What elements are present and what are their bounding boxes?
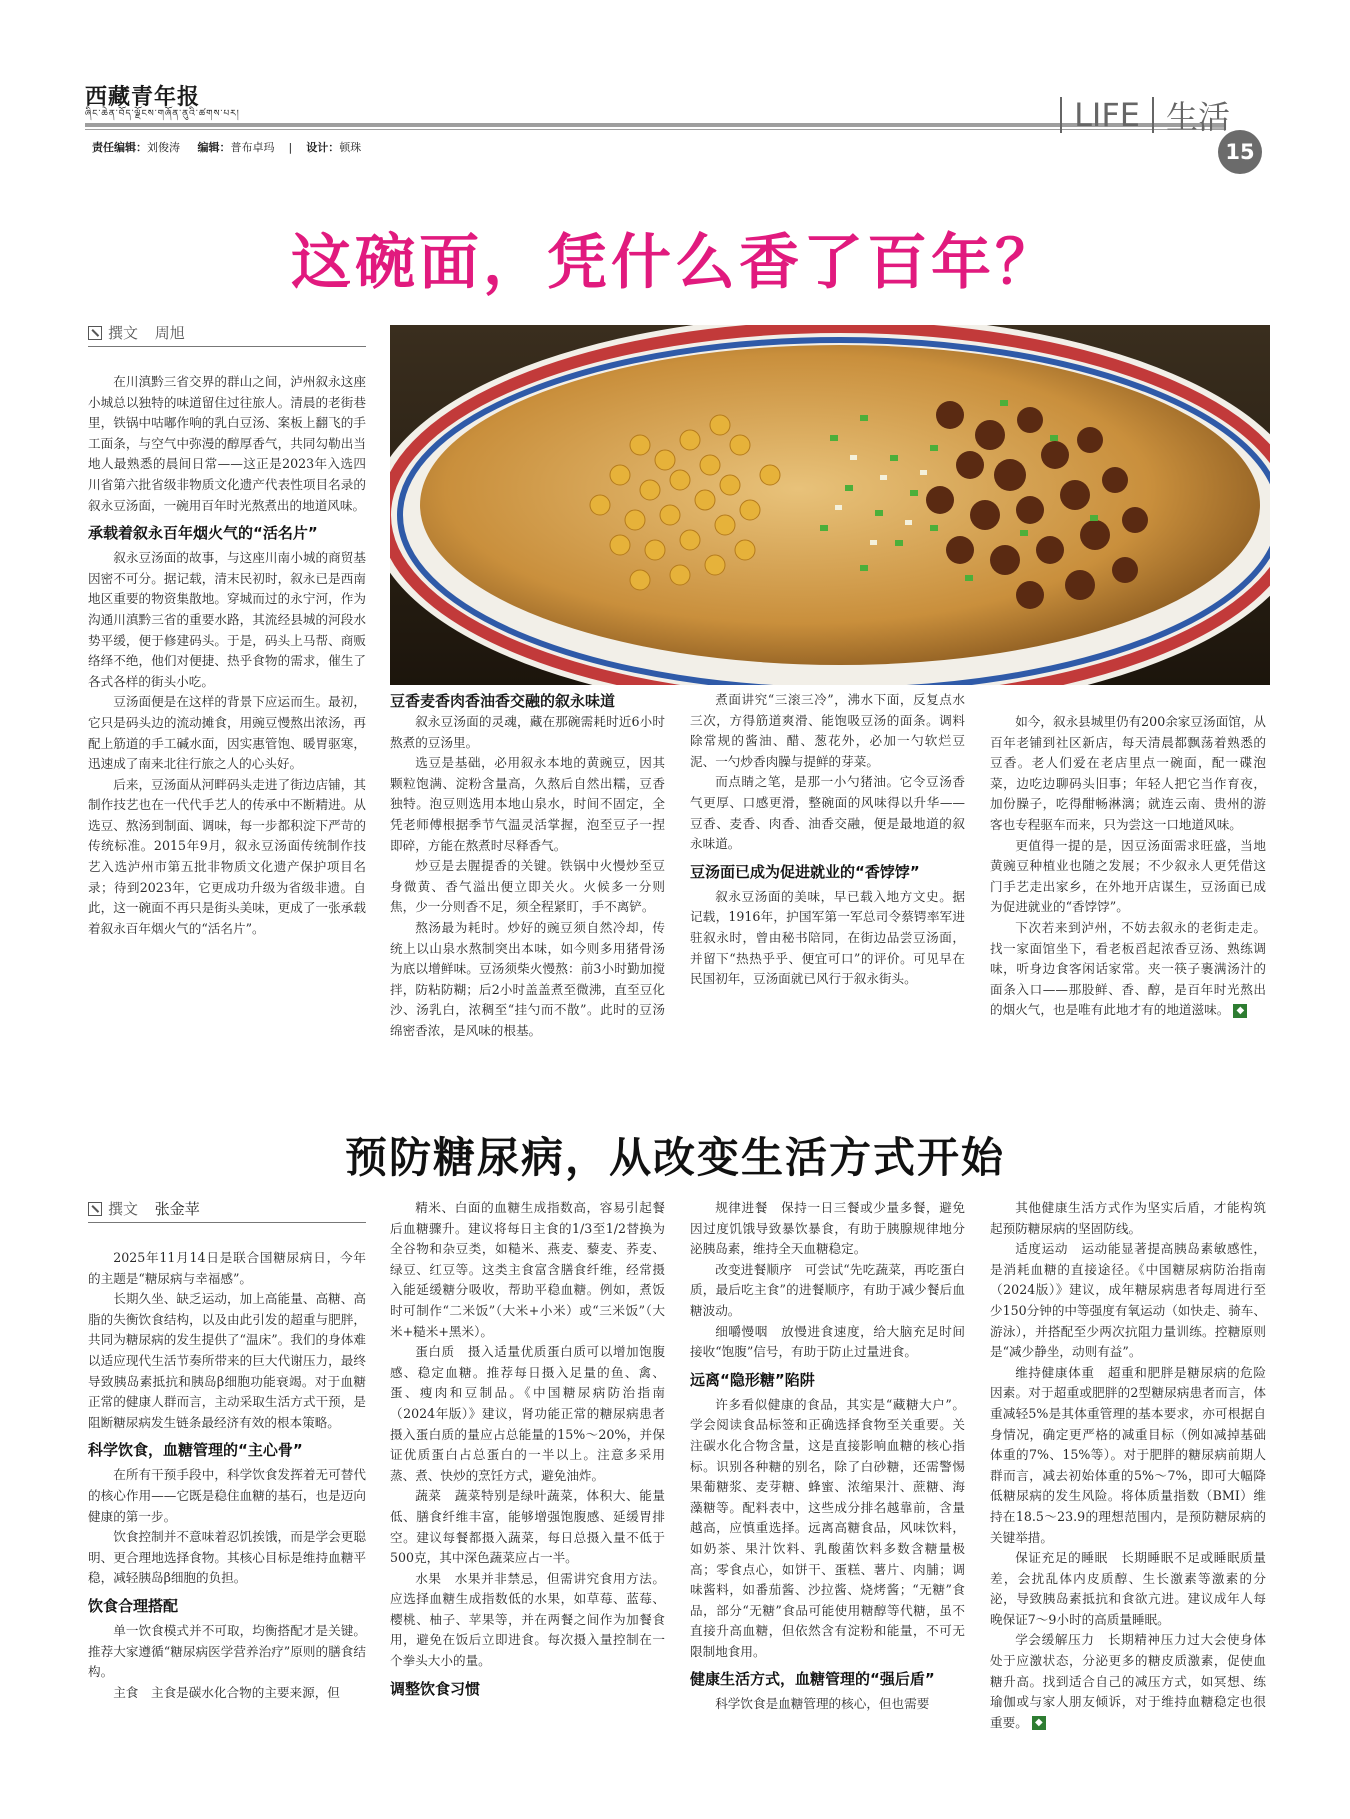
paragraph: 细嚼慢咽 放慢进食速度，给大脑充足时间接收“饱腹”信号，有助于防止过量进食。 [690, 1323, 965, 1360]
end-mark-icon: ◆ [1032, 1716, 1046, 1730]
article2-col2 [390, 1198, 665, 1704]
article1-headline: 这碗面，凭什么香了百年？ [291, 228, 1059, 298]
section-heading: 调整饮食习惯 [390, 1679, 481, 1698]
byline-rule [88, 1222, 366, 1223]
paragraph: 长期久坐、缺乏运动，加上高能量、高糖、高脂的失衡饮食结构，以及由此引发的超重与肥胖，共同为糖尿病的发生提供了“温床”。我们的身体难以适应现代生活节奏所带来的巨大代谢压力，最终导致胰岛素抵抗和胰岛β细胞功能衰竭。对于血糖正常的健康人群而言，主动采取生活方式干预，是阻断糖尿病发生链条最经济有效的根本策略。 [88, 1291, 366, 1430]
paragraph: 豆汤面便是在这样的背景下应运而生。最初，它只是码头边的流动摊食，用豌豆慢熬出浓汤，再配上筋道的手工碱水面，因实惠管饱、暖胃驱寒，迅速成了南来北往行旅之人的心头好。 [88, 694, 366, 772]
section-zh: 生活 [1165, 98, 1230, 136]
header-rule [85, 123, 1225, 127]
article2-col1 [88, 1248, 366, 1703]
section-label [1060, 92, 1230, 138]
header-rule-thin [85, 129, 1225, 130]
page-number: 15 [1218, 130, 1262, 174]
paragraph: 叙永豆汤面的故事，与这座川南小城的商贸基因密不可分。据记载，清末民初时，叙永已是西南地区重要的物资集散地。穿城而过的永宁河，作为沟通川滇黔三省的重要水路，其流经县城的河段水势平缓，便于修建码头。于是，码头上马帮、商贩络绎不绝，他们对便捷、热乎食物的需求，催生了各式各样的街头小吃。 [88, 550, 366, 689]
section-heading: 健康生活方式，血糖管理的“强后盾” [690, 1670, 935, 1689]
paragraph: 其他健康生活方式作为坚实后盾，才能构筑起预防糖尿病的坚固防线。 [990, 1200, 1266, 1236]
paragraph: 水果 水果并非禁忌，但需讲究食用方法。应选择血糖生成指数低的水果，如草莓、蓝莓、樱桃、柚子、苹果等，并在两餐之间作为加餐食用，避免在饭后立即进食。每次摄入量控制在一个拳头大小的量。 [390, 1570, 665, 1669]
paragraph: 炒豆是去腥提香的关键。铁锅中火慢炒至豆身微黄、香气溢出便立即关火。火候多一分则焦，少一分则香不足，须全程紧盯，手不离铲。 [390, 858, 665, 915]
end-mark-icon: ◆ [1233, 1004, 1247, 1018]
pen-icon [88, 1202, 102, 1216]
article1-col4 [990, 712, 1266, 1021]
paragraph: 单一饮食模式并不可取，均衡搭配才是关键。推荐大家遵循“糖尿病医学营养治疗”原则的膳食结构。 [88, 1622, 366, 1680]
paragraph: 叙永豆汤面的美味，早已载入地方文史。据记载，1916年，护国军第一军总司令蔡锷率军进驻叙永时，曾由秘书陪同，在街边品尝豆汤面，并留下“热热乎乎、便宜可口”的评价。可见早在民国初年，豆汤面就已风行于叙永街头。 [690, 888, 965, 987]
section-heading: 远离“隐形糖”陷阱 [690, 1370, 815, 1389]
paragraph: 规律进餐 保持一日三餐或少量多餐，避免因过度饥饿导致暴饮暴食，有助于胰腺规律地分泌胰岛素，维持全天血糖稳定。 [690, 1200, 965, 1257]
section-heading: 饮食合理搭配 [88, 1596, 179, 1615]
editor-credits: 责任编辑：刘俊涛 编辑：普布卓玛 | 设计：顿珠 [92, 141, 362, 154]
article1-byline: 撰文 周旭 [88, 322, 185, 343]
article2-col3 [690, 1198, 965, 1715]
noodle-photo [390, 325, 1270, 685]
masthead-subtitle: ཞིང་ཆེན་བོད་ལྗོངས་གཞོན་ནུའི་ཚགས་པར། [85, 109, 240, 119]
paragraph: 在川滇黔三省交界的群山之间，泸州叙永这座小城总以独特的味道留住过往旅人。清晨的老街巷里，铁锅中咕嘟作响的乳白豆汤、案板上翻飞的手工面条，与空气中弥漫的醇厚香气，共同勾勒出当地人最熟悉的晨间日常——这正是2023年入选四川省第六批省级非物质文化遗产代表性项目名录的叙永豆汤面，一碗用百年时光熬煮出的地道风味。 [88, 374, 366, 513]
article1-col3 [690, 690, 965, 990]
article2-headline: 预防糖尿病，从改变生活方式开始 [344, 1133, 1005, 1182]
paragraph: 科学饮食是血糖管理的核心，但也需要 [715, 1696, 930, 1712]
paragraph: 后来，豆汤面从河畔码头走进了街边店铺，其制作技艺也在一代代手艺人的传承中不断精进。从选豆、熬汤到制面、调味，每一步都积淀下严苛的传统标准。2015年9月，叙永豆汤面传统制作技艺入选泸州市第五批非物质文化遗产保护项目名录；待到2023年，它更成功升级为省级非遗。自此，这一碗面不再只是街头美味，更成了一张承载着叙永百年烟火气的“活名片”。 [88, 776, 366, 936]
pen-icon [88, 326, 102, 340]
paragraph: 精米、白面的血糖生成指数高，容易引起餐后血糖骤升。建议将每日主食的1/3至1/2替换为全谷物和杂豆类，如糙米、燕麦、藜麦、荞麦、绿豆、红豆等。这类主食富含膳食纤维，经常摄入能延缓糖分吸收，帮助平稳血糖。例如，煮饭时可制作“二米饭”（大米+小米）或“三米饭”（大米+糙米+黑米）。 [390, 1200, 665, 1339]
paragraph: 而点睛之笔，是那一小勺猪油。它令豆汤香气更厚、口感更滑，整碗面的风味得以升华——豆香、麦香、肉香、油香交融，便是最地道的叙永味道。 [690, 774, 965, 852]
article1-col1 [88, 372, 366, 939]
paragraph: 改变进餐顺序 可尝试“先吃蔬菜，再吃蛋白质，最后吃主食”的进餐顺序，有助于减少餐后血糖波动。 [690, 1261, 965, 1318]
photo-caption: 豆香麦香肉香油香交融的叙永味道 [390, 692, 616, 710]
section-heading: 承载着叙永百年烟火气的“活名片” [88, 524, 318, 543]
byline-rule [88, 346, 366, 347]
paragraph: 保证充足的睡眠 长期睡眠不足或睡眠质量差，会扰乱体内皮质醇、生长激素等激素的分泌，导致胰岛素抵抗和食欲亢进。建议成年人每晚保证7～9小时的高质量睡眠。 [990, 1550, 1266, 1627]
article2-byline: 撰文 张金苹 [88, 1198, 200, 1219]
section-heading: 科学饮食，血糖管理的“主心骨” [88, 1441, 303, 1460]
article1-col2 [390, 712, 665, 1042]
paragraph: 更值得一提的是，因豆汤面需求旺盛，当地黄豌豆种植业也随之发展；不少叙永人更凭借这门手艺走出家乡，在外地开店谋生，豆汤面已成为促进就业的“香饽饽”。 [990, 837, 1266, 915]
paragraph: 选豆是基础，必用叙永本地的黄豌豆，因其颗粒饱满、淀粉含量高，久熬后自然出糯，豆香独特。泡豆则选用本地山泉水，时间不固定，全凭老师傅根据季节气温灵活掌握，泡至豆子一捏即碎，方能在熬煮时尽释香气。 [390, 755, 665, 853]
paragraph: 煮面讲究“三滚三冷”，沸水下面，反复点水三次，方得筋道爽滑、能饱吸豆汤的面条。调料除常规的酱油、醋、葱花外，必加一勺软烂豆泥、一勺炒香肉臊与提鲜的芽菜。 [690, 692, 965, 769]
masthead-title: 西藏青年报 [85, 84, 201, 110]
paragraph: 维持健康体重 超重和肥胖是糖尿病的危险因素。对于超重或肥胖的2型糖尿病患者而言，体重减轻5%是其体重管理的基本要求，亦可根据自身情况，确定更严格的减重目标（例如减掉基础体重的7%、15%等）。对于肥胖的糖尿病前期人群而言，减去初始体重的5%～7%，即可大幅降低糖尿病的发生风险。将体质量指数（BMI）维持在18.5～23.9的理想范围内，是预防糖尿病的关键举措。 [990, 1364, 1266, 1545]
paragraph: 在所有干预手段中，科学饮食发挥着无可替代的核心作用——它既是稳住血糖的基石，也是迈向健康的第一步。 [88, 1467, 366, 1524]
article2-col4 [990, 1198, 1266, 1733]
paragraph: 主食 主食是碳水化合物的主要来源，但 [113, 1684, 340, 1700]
paragraph: 学会缓解压力 长期精神压力过大会使身体处于应激状态，分泌更多的糖皮质激素，促使血糖升高。找到适合自己的减压方式，如冥想、练瑜伽或与家人朋友倾诉，对于维持血糖稳定也很重要。 ◆ [990, 1632, 1266, 1730]
section-en: LIFE [1074, 96, 1140, 134]
paragraph: 蛋白质 摄入适量优质蛋白质可以增加饱腹感、稳定血糖。推荐每日摄入足量的鱼、禽、蛋、瘦肉和豆制品。《中国糖尿病防治指南（2024年版）》建议，肾功能正常的糖尿病患者摄入蛋白质的量应占总能量的15%～20%，并保证优质蛋白占总蛋白的一半以上。注意多采用蒸、煮、快炒的烹饪方式，避免油炸。 [390, 1344, 665, 1483]
paragraph: 蔬菜 蔬菜特别是绿叶蔬菜，体积大、能量低、膳食纤维丰富，能够增强饱腹感、延缓胃排空。建议每餐都摄入蔬菜，每日总摄入量不低于500克，其中深色蔬菜应占一半。 [390, 1488, 665, 1566]
paragraph: 适度运动 运动能显著提高胰岛素敏感性，是消耗血糖的直接途径。《中国糖尿病防治指南（2024版）》建议，成年糖尿病患者每周进行至少150分钟的中等强度有氧运动（如快走、骑车、游泳），并搭配至少两次抗阻力量训练。控糖原则是“减少静坐，动则有益”。 [990, 1241, 1266, 1360]
paragraph: 饮食控制并不意味着忍饥挨饿，而是学会更聪明、更合理地选择食物。其核心目标是维持血糖平稳，减轻胰岛β细胞的负担。 [88, 1529, 366, 1586]
paragraph: 叙永豆汤面的灵魂，藏在那碗需耗时近6小时熬煮的豆汤里。 [390, 714, 665, 750]
paragraph: 熬汤最为耗时。炒好的豌豆须自然冷却，传统上以山泉水熬制突出本味，如今则多用猪骨汤为底以增鲜味。豆汤须柴火慢熬：前3小时勤加搅拌，防粘防糊；后2小时盖盖煮至微沸，直至豆化沙、汤乳白，浓稠至“挂勺而不散”。此时的豆汤绵密香浓，是风味的根基。 [390, 919, 665, 1038]
paragraph: 2025年11月14日是联合国糖尿病日，今年的主题是“糖尿病与幸福感”。 [88, 1250, 366, 1286]
paragraph: 许多看似健康的食品，其实是“藏糖大户”。学会阅读食品标签和正确选择食物至关重要。关注碳水化合物含量，这是直接影响血糖的核心指标。识别各种糖的别名，除了白砂糖，还需警惕果葡糖浆、麦芽糖、蜂蜜、浓缩果汁、蔗糖、海藻糖等。配料表中，这些成分排名越靠前，含量越高，应慎重选择。远离高糖食品，风味饮料，如奶茶、果汁饮料、乳酸菌饮料多数含糖量极高；零食点心，如饼干、蛋糕、薯片、肉脯；调味酱料，如番茄酱、沙拉酱、烧烤酱；“无糖”食品，部分“无糖”食品可能使用糖醇等代糖，虽不直接升高血糖，但依然含有淀粉和能量，不可无限制地食用。 [690, 1396, 965, 1659]
section-heading: 豆汤面已成为促进就业的“香饽饽” [690, 862, 920, 881]
paragraph: 如今，叙永县城里仍有200余家豆汤面馆，从百年老铺到社区新店，每天清晨都飘荡着熟悉的豆香。老人们爱在老店里点一碗面，配一碟泡菜，边吃边聊码头旧事；年轻人把它当作育夜，加份臊子，吃得酣畅淋漓；就连云南、贵州的游客也专程驱车而来，只为尝这一口地道风味。 [990, 714, 1266, 832]
paragraph: 下次若来到泸州，不妨去叙永的老街走走。找一家面馆坐下，看老板舀起浓香豆汤、熟练调味，听身边食客闲话家常。夹一筷子裹满汤汁的面条入口——那股鲜、香、醇，是百年时光熬出的烟火气，也是唯有此地才有的地道滋味。 ◆ [990, 919, 1266, 1018]
